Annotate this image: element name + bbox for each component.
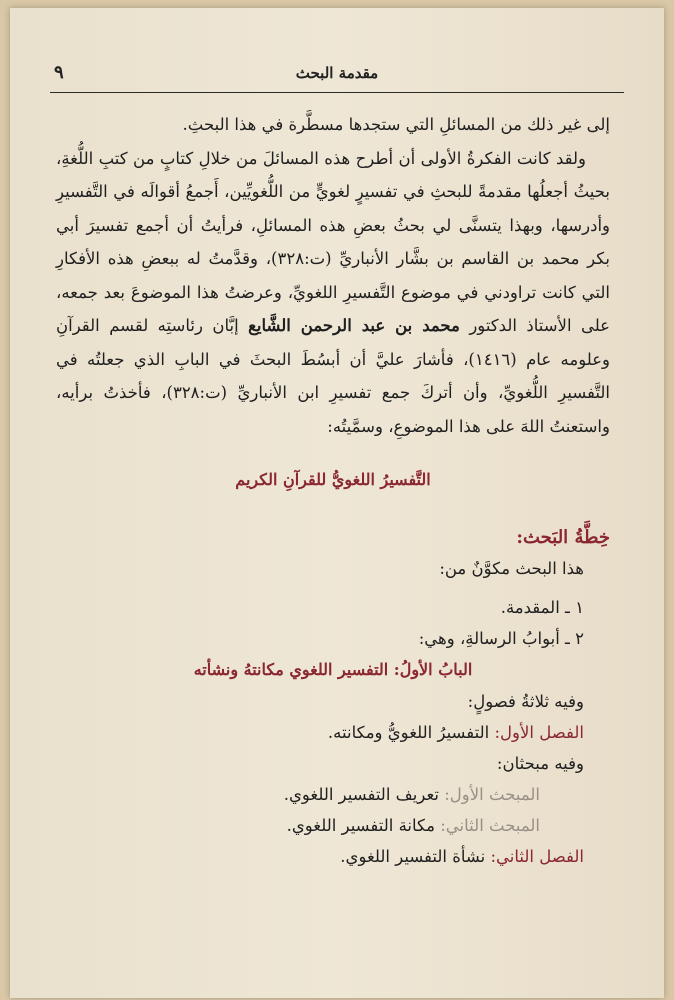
section-2 (56, 841, 584, 872)
chapter-1-title: التفسير اللغوي مكانتهُ ونشأته (193, 660, 389, 679)
plan-item-2: ٢ ـ أبوابُ الرسالةِ، وهي: (418, 629, 584, 648)
chapter-1-heading (56, 654, 610, 686)
paragraph-2 (56, 142, 610, 444)
chapter-1-subtitle: وفيه ثلاثةُ فصولٍ: (467, 692, 584, 711)
section-1 (56, 717, 584, 748)
section-1-text: التفسيرُ اللغويُّ ومكانته. (327, 723, 490, 742)
topic-2-label: المبحث الثاني: (440, 816, 540, 835)
page-number: ٩ (54, 62, 64, 83)
book-page (10, 8, 664, 998)
topic-1-text: تعريف التفسير اللغوي. (283, 785, 439, 804)
book-title: التَّفسيرُ اللغويُّ للقرآنِ الكريم (235, 470, 431, 489)
page-body (56, 108, 610, 872)
paragraph-2-part-b: إبَّان رئاستِه لقسم القرآنِ وعلومه عام (١٤١٦)، فأشارَ عليَّ أن أبسُطَ البحثَ في البابِ الذي جعلتُه في التَّفسيرِ اللُّغويِّ، وأن أتركَ جمع تفسيرِ ابن الأنباريِّ (ت:٣٢٨)، فأخذتُ برأيه، واستعنتُ اللهَ على هذا الموضوعِ، وسمَّيتُه: (56, 316, 611, 436)
page-header (50, 58, 624, 93)
plan-item-1: ١ ـ المقدمة. (500, 598, 584, 617)
topic-2 (56, 810, 540, 841)
running-title: مقدمة البحث (295, 64, 379, 82)
section-2-text: نشأة التفسير اللغوي. (340, 847, 486, 866)
section-2-label: الفصل الثاني: (490, 847, 584, 866)
topic-1 (56, 779, 540, 810)
supervisor-name: محمد بن عبد الرحمن الشَّايع (248, 316, 460, 335)
chapter-1-label: البابُ الأولُ: (393, 660, 473, 679)
section-1-subtitle: وفيه مبحثان: (496, 754, 584, 773)
plan-heading: خِطَّةُ البَحث: (516, 527, 610, 548)
topic-1-label: المبحث الأول: (444, 785, 540, 804)
paragraph-1: إلى غير ذلك من المسائلِ التي ستجدها مسطَّرة في هذا البحثِ. (182, 115, 610, 134)
plan-intro: هذا البحث مكوَّنٌ من: (439, 559, 584, 578)
paragraph-2-part-a: ولقد كانت الفكرةُ الأولى أن أطرح هذه المسائلَ من خلالِ كتابٍ من كتبِ اللُّغةِ، بحيثُ أجعلُها مقدمةً للبحثِ في تفسيرٍ لغويٍّ من اللُّغويِّين، أَجمعُ أقوالَه في التَّفسيرِ وأدرسها، وبهذا يتسنَّى لي بحثُ بعضِ هذه المسائلِ، فرأيتُ أن أجمع تفسيرَ أبي بكر محمد بن القاسم بن بشَّار الأنباريِّ (ت:٣٢٨)، وقدَّمتُ له ببعضِ هذه الأفكارِ التي كانت تراودني في موضوع التَّفسيرِ اللغويِّ، وعرضتُ هذا الموضوعَ بعد جمعه، على الأستاذ الدكتور (56, 148, 611, 335)
section-1-label: الفصل الأول: (494, 723, 584, 742)
topic-2-text: مكانة التفسير اللغوي. (286, 816, 435, 835)
